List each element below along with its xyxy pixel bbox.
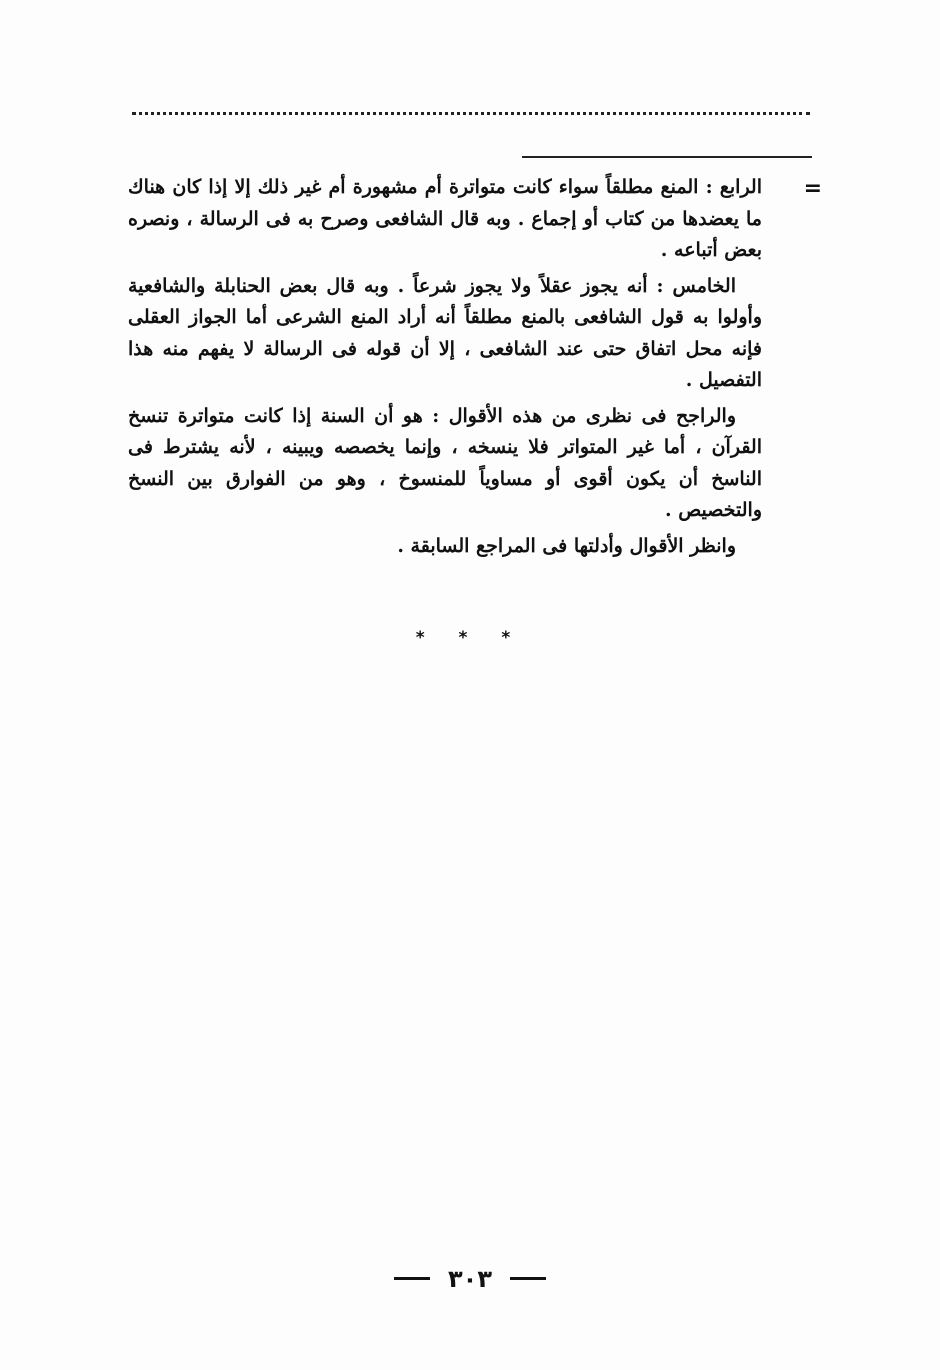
footnote-continuation-mark: = bbox=[803, 176, 822, 201]
section-end-asterisks: * * * bbox=[415, 628, 525, 648]
footnote-paragraph-references: وانظر الأقوال وأدلتها فى المراجع السابقة . bbox=[397, 534, 736, 557]
page-number-footer bbox=[0, 1262, 940, 1293]
page-number: ٣٠٣ bbox=[448, 1264, 492, 1293]
footnote-body bbox=[128, 172, 762, 566]
footnote-paragraph-fifth-opinion: الخامس : أنه يجوز عقلاً ولا يجوز شرعاً . وبه قال بعض الحنابلة والشافعية وأولوا به قول الشافعى بالمنع مطلقاً أنه أراد المنع الشرعى أما الجواز العقلى فإنه محل اتفاق حتى عند الشافعى ، إلا أن قوله فى الرسالة لا يفهم منه هذا التفصيل . bbox=[128, 274, 762, 391]
footnote-paragraph-fourth-opinion: الرابع : المنع مطلقاً سواء كانت متواترة أم مشهورة أم غير ذلك إلا إذا كان هناك ما يعضدها من كتاب أو إجماع . وبه قال الشافعى وصرح به فى الرسالة ، ونصره بعض أتباعه . bbox=[128, 176, 762, 261]
page-number-dash-right bbox=[510, 1277, 546, 1280]
footnote-paragraph-preferred-opinion: والراجح فى نظرى من هذه الأقوال : هو أن السنة إذا كانت متواترة تنسخ القرآن ، أما غير المتواتر فلا ينسخه ، وإنما يخصصه ويبينه ، لأنه يشترط فى الناسخ أن يكون أقوى أو مساوياً للمنسوخ ، وهو من الفوارق بين النسخ والتخصيص . bbox=[128, 404, 762, 521]
dotted-separator bbox=[132, 112, 810, 115]
footnote-separator bbox=[522, 156, 812, 158]
page-number-dash-left bbox=[394, 1277, 430, 1280]
